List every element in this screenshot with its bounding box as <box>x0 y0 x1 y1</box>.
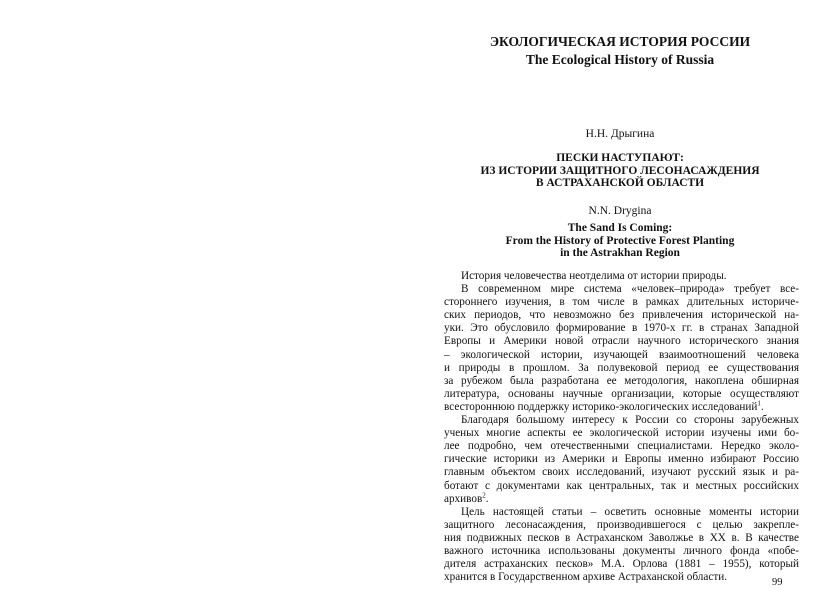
body-line: История человечества неотделима от истории природы. <box>461 270 727 282</box>
body-line: за рубежом была разработана ее методология, накоплена обширная <box>444 374 799 387</box>
article-title-ru-line: В АСТРАХАНСКОЙ ОБЛАСТИ <box>535 177 705 189</box>
body-line-text: архивов <box>444 492 483 505</box>
body-line-text: всестороннюю поддержку историко-экологических исследований <box>444 400 758 413</box>
body-line: В современном мире система «человек–природа» требует все- <box>461 283 799 296</box>
body-line: Европы и Америки новой отрасли научного исторического знания <box>444 335 799 348</box>
footnote-mark: 2 <box>482 490 486 499</box>
body-line: Благодаря большому интересу к России со стороны зарубежных <box>461 414 799 427</box>
body-line: главным объектом своих исследований, изучают русский язык и ра- <box>444 466 799 479</box>
body-line: уки. Это обусловило формирование в 1970-х гг. в странах Западной <box>444 322 799 335</box>
body-line: хранится в Государственном архиве Астраханской области. <box>444 571 727 584</box>
book-page <box>420 0 820 609</box>
body-line: ботают с документами как центральных, так и местных российских <box>444 479 799 492</box>
body-line-with-footnote <box>444 401 799 414</box>
sentence-end: . <box>760 400 764 413</box>
article-title-en-line: The Sand Is Coming: <box>567 222 673 234</box>
author-ru: Н.Н. Дрыгина <box>585 128 655 140</box>
body-line: гические историки из Америки и Европы именно избирают Россию <box>444 453 799 466</box>
author-en: N.N. Drygina <box>588 205 652 217</box>
section-title-ru: ЭКОЛОГИЧЕСКАЯ ИСТОРИЯ РОССИИ <box>489 34 751 49</box>
article-title-ru-line: ПЕСКИ НАСТУПАЮТ: <box>556 152 684 164</box>
body-line: защитного лесонасаждения, производившегося с целью закрепле- <box>444 518 799 531</box>
article-title-en-line: in the Astrakhan Region <box>560 247 680 259</box>
body-line: лее подробно, чем отечественными специалистами. Нередко эколо- <box>444 440 799 453</box>
body-line: ния подвижных песков в Астраханском Заволжье в XX в. В качестве <box>444 531 799 544</box>
sentence-end: . <box>485 492 489 505</box>
section-title <box>420 33 820 68</box>
page-number: 99 <box>772 577 783 588</box>
article-title-ru-line: ИЗ ИСТОРИИ ЗАЩИТНОГО ЛЕСОНАСАЖДЕНИЯ <box>480 164 760 177</box>
body-line: Цель настоящей статьи – осветить основные моменты истории <box>461 505 799 518</box>
article-title-en <box>420 222 820 260</box>
article-title-ru <box>420 152 820 190</box>
body-line: стороннего изучения, в том числе в рамках длительных историче- <box>444 296 799 309</box>
section-title-en: The Ecological History of Russia <box>525 52 715 67</box>
footnote-mark: 1 <box>757 399 761 408</box>
body-line: и природы в прошлом. За полувековой период ее существования <box>444 361 799 374</box>
article-title-en-line: From the History of Protective Forest Planting <box>505 234 735 247</box>
article-body <box>444 270 799 584</box>
body-line: – экологической истории, изучающей взаимоотношений человека <box>444 348 799 361</box>
body-line: ученых многие аспекты ее экологической истории изучены ими бо- <box>444 427 799 440</box>
body-line: ских периодов, что невозможно без привлечения исторической на- <box>444 309 799 322</box>
body-line: литература, основаны научные организации, которые осуществляют <box>444 387 799 400</box>
body-line-with-footnote <box>444 490 799 506</box>
body-line: дителя астраханских песков» М.А. Орлова (1881 – 1955), который <box>444 558 799 571</box>
body-line: важного источника использованы документы личного фонда «побе- <box>444 544 799 557</box>
